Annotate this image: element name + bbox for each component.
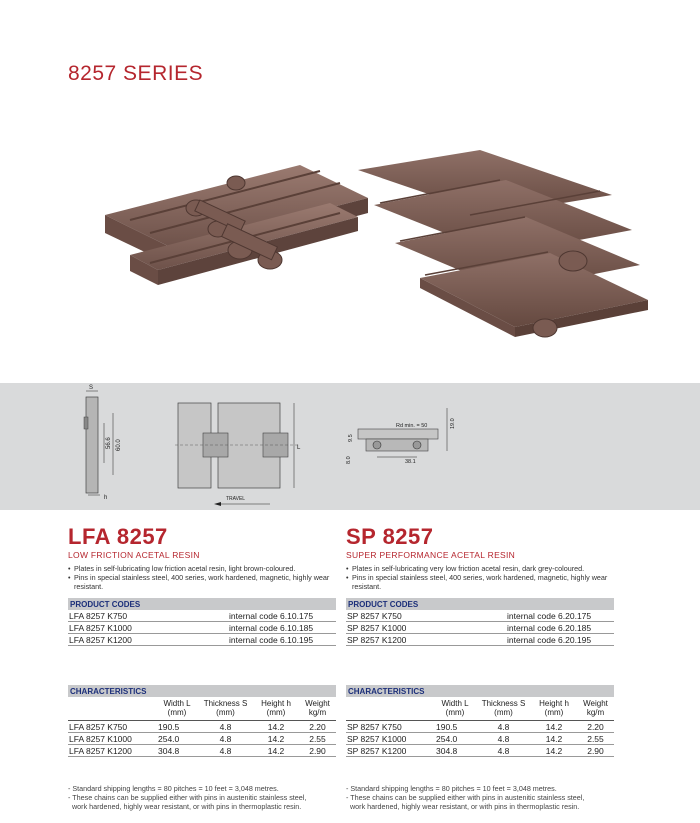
list-item: • Pins in special stainless steel, 400 series, work hardened, magnetic, highly wear resistant. — [68, 573, 336, 591]
header-weight: Weight kg/m — [305, 699, 330, 717]
header-width: Width L (mm) — [441, 699, 469, 717]
label-56-6: 56.6 — [106, 437, 112, 449]
sp-characteristics-heading: CHARACTERISTICS — [346, 685, 614, 697]
label-38-1: 38.1 — [405, 459, 416, 465]
lfa-product-codes-table — [68, 598, 336, 646]
label-9-5: 9.5 — [348, 434, 354, 442]
chain-product-photo — [0, 95, 700, 380]
front-view-drawing — [175, 403, 301, 506]
table-header-row — [346, 697, 614, 721]
internal-code: internal code 6.20.175 — [507, 611, 592, 621]
series-title: 8257 SERIES — [68, 62, 204, 85]
list-item: • Plates in self-lubricating low friction acetal resin, light brown-coloured. — [68, 564, 336, 573]
internal-code: internal code 6.20.195 — [507, 635, 592, 645]
lfa-notes: - Standard shipping lengths = 80 pitches = 10 feet = 3,048 metres. - These chains can be supplied either with pins in austenitic stainless steel, work hardened, highly wear resistant, or with pins in thermoplastic resin. — [68, 784, 307, 811]
table-row — [68, 634, 336, 646]
header-height: Height h (mm) — [261, 699, 291, 717]
lfa-feature-list — [68, 564, 336, 591]
label-h: h — [104, 495, 108, 501]
lfa-product-name: LFA 8257 — [68, 524, 168, 549]
label-travel: TRAVEL — [226, 496, 246, 502]
header-height: Height h (mm) — [539, 699, 569, 717]
label-60-0: 60.0 — [116, 439, 122, 451]
sp-product-column — [346, 524, 614, 811]
sp-product-subtitle: SUPER PERFORMANCE ACETAL RESIN — [346, 550, 516, 560]
header-thickness: Thickness S (mm) — [481, 699, 526, 717]
internal-code: internal code 6.20.185 — [507, 623, 592, 633]
lfa-product-column — [68, 524, 336, 811]
lfa-product-subtitle: LOW FRICTION ACETAL RESIN — [68, 550, 200, 560]
product-code-name: SP 8257 K1200 — [347, 635, 407, 645]
list-item: • Plates in self-lubricating very low friction acetal resin, dark grey-coloured. — [346, 564, 614, 573]
header-width: Width L (mm) — [163, 699, 191, 717]
table-row — [346, 622, 614, 634]
product-code-name: LFA 8257 K1000 — [69, 623, 132, 633]
table-row: LFA 8257 K750 190.5 4.8 14.2 2.20 — [68, 721, 336, 733]
internal-code: internal code 6.10.175 — [229, 611, 314, 621]
table-row: SP 8257 K1000 254.0 4.8 14.2 2.55 — [346, 733, 614, 745]
label-19-0: 19.0 — [450, 418, 456, 429]
sp-characteristics-table — [346, 685, 614, 757]
table-header-row — [68, 697, 336, 721]
sp-notes: - Standard shipping lengths = 80 pitches = 10 feet = 3,048 metres. - These chains can be supplied either with pins in austenitic stainless steel, work hardened, highly wear resistant, or with pins in thermoplastic resin. — [346, 784, 585, 811]
lfa-characteristics-table — [68, 685, 336, 757]
product-code-name: SP 8257 K750 — [347, 611, 402, 621]
label-s: S — [89, 385, 94, 391]
product-code-name: LFA 8257 K1200 — [69, 635, 132, 645]
sprocket-view-drawing — [346, 408, 456, 465]
header-weight: Weight kg/m — [583, 699, 608, 717]
label-l: L — [297, 445, 301, 451]
internal-code: internal code 6.10.195 — [229, 635, 314, 645]
header-thickness: Thickness S (mm) — [203, 699, 248, 717]
table-row: LFA 8257 K1000 254.0 4.8 14.2 2.55 — [68, 733, 336, 745]
sp-product-codes-table — [346, 598, 614, 646]
label-rd-min: Rd min. = 50 — [396, 423, 428, 429]
sp-product-name: SP 8257 — [346, 524, 434, 549]
side-view-drawing — [84, 385, 122, 501]
sp-feature-list — [346, 564, 614, 591]
left-chain-segment — [105, 165, 368, 285]
table-row — [68, 610, 336, 622]
technical-drawings — [0, 383, 700, 510]
list-item: • Pins in special stainless steel, 400 series, work hardened, magnetic, highly wear resistant. — [346, 573, 614, 591]
right-chain-segment — [358, 150, 648, 337]
internal-code: internal code 6.10.185 — [229, 623, 314, 633]
table-row: SP 8257 K750 190.5 4.8 14.2 2.20 — [346, 721, 614, 733]
product-code-name: LFA 8257 K750 — [69, 611, 128, 621]
table-row — [346, 610, 614, 622]
lfa-characteristics-heading: CHARACTERISTICS — [68, 685, 336, 697]
technical-diagram-band — [0, 383, 700, 510]
label-8-0: 8.0 — [346, 456, 352, 464]
table-row — [346, 634, 614, 646]
table-row: LFA 8257 K1200 304.8 4.8 14.2 2.90 — [68, 745, 336, 757]
table-row: SP 8257 K1200 304.8 4.8 14.2 2.90 — [346, 745, 614, 757]
sp-product-codes-heading: PRODUCT CODES — [346, 598, 614, 610]
table-row — [68, 622, 336, 634]
lfa-product-codes-heading: PRODUCT CODES — [68, 598, 336, 610]
product-code-name: SP 8257 K1000 — [347, 623, 407, 633]
